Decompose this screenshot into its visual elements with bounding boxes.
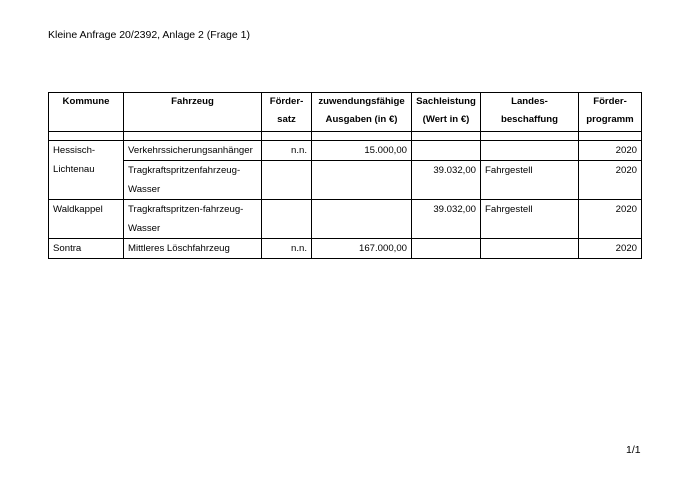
page-number: 1/1 — [626, 444, 641, 456]
cell-fahrzeug: Verkehrssicherungsanhänger — [124, 141, 262, 161]
table-row — [49, 161, 642, 200]
col-header-sachleistung: Sachleistung (Wert in €) — [412, 93, 481, 132]
cell-kommune: Sontra — [49, 239, 124, 259]
cell-kommune: Waldkappel — [49, 200, 124, 239]
col-header-landesbeschaffung: Landes- beschaffung — [481, 93, 579, 132]
cell-ausgaben: 167.000,00 — [312, 239, 412, 259]
cell-foerdersatz — [262, 200, 312, 239]
table-row — [49, 141, 642, 161]
cell-foerderprogramm: 2020 — [579, 239, 642, 259]
cell-landesbeschaffung — [481, 239, 579, 259]
cell-fahrzeug: Tragkraftspritzenfahrzeug- Wasser — [124, 161, 262, 200]
cell-ausgaben — [312, 200, 412, 239]
table-row — [49, 239, 642, 259]
cell-foerdersatz: n.n. — [262, 141, 312, 161]
col-header-ausgaben: zuwendungsfähige Ausgaben (in €) — [312, 93, 412, 132]
col-header-fahrzeug: Fahrzeug — [124, 93, 262, 132]
cell-sachleistung: 39.032,00 — [412, 161, 481, 200]
cell-sachleistung: 39.032,00 — [412, 200, 481, 239]
table-header-row — [49, 93, 642, 132]
cell-landesbeschaffung: Fahrgestell — [481, 200, 579, 239]
cell-landesbeschaffung — [481, 141, 579, 161]
col-header-kommune: Kommune — [49, 93, 124, 132]
table-spacer-row — [49, 132, 642, 141]
cell-foerderprogramm: 2020 — [579, 141, 642, 161]
cell-kommune: Hessisch- Lichtenau — [49, 141, 124, 200]
cell-fahrzeug: Tragkraftspritzen-fahrzeug- Wasser — [124, 200, 262, 239]
cell-ausgaben: 15.000,00 — [312, 141, 412, 161]
cell-ausgaben — [312, 161, 412, 200]
cell-sachleistung — [412, 239, 481, 259]
cell-foerderprogramm: 2020 — [579, 161, 642, 200]
cell-sachleistung — [412, 141, 481, 161]
cell-foerderprogramm: 2020 — [579, 200, 642, 239]
cell-foerdersatz: n.n. — [262, 239, 312, 259]
cell-landesbeschaffung: Fahrgestell — [481, 161, 579, 200]
cell-fahrzeug: Mittleres Löschfahrzeug — [124, 239, 262, 259]
col-header-foerderprogramm: Förder- programm — [579, 93, 642, 132]
data-table — [48, 92, 642, 259]
table-row — [49, 200, 642, 239]
cell-foerdersatz — [262, 161, 312, 200]
col-header-foerdersatz: Förder- satz — [262, 93, 312, 132]
document-title: Kleine Anfrage 20/2392, Anlage 2 (Frage 1) — [48, 29, 250, 41]
